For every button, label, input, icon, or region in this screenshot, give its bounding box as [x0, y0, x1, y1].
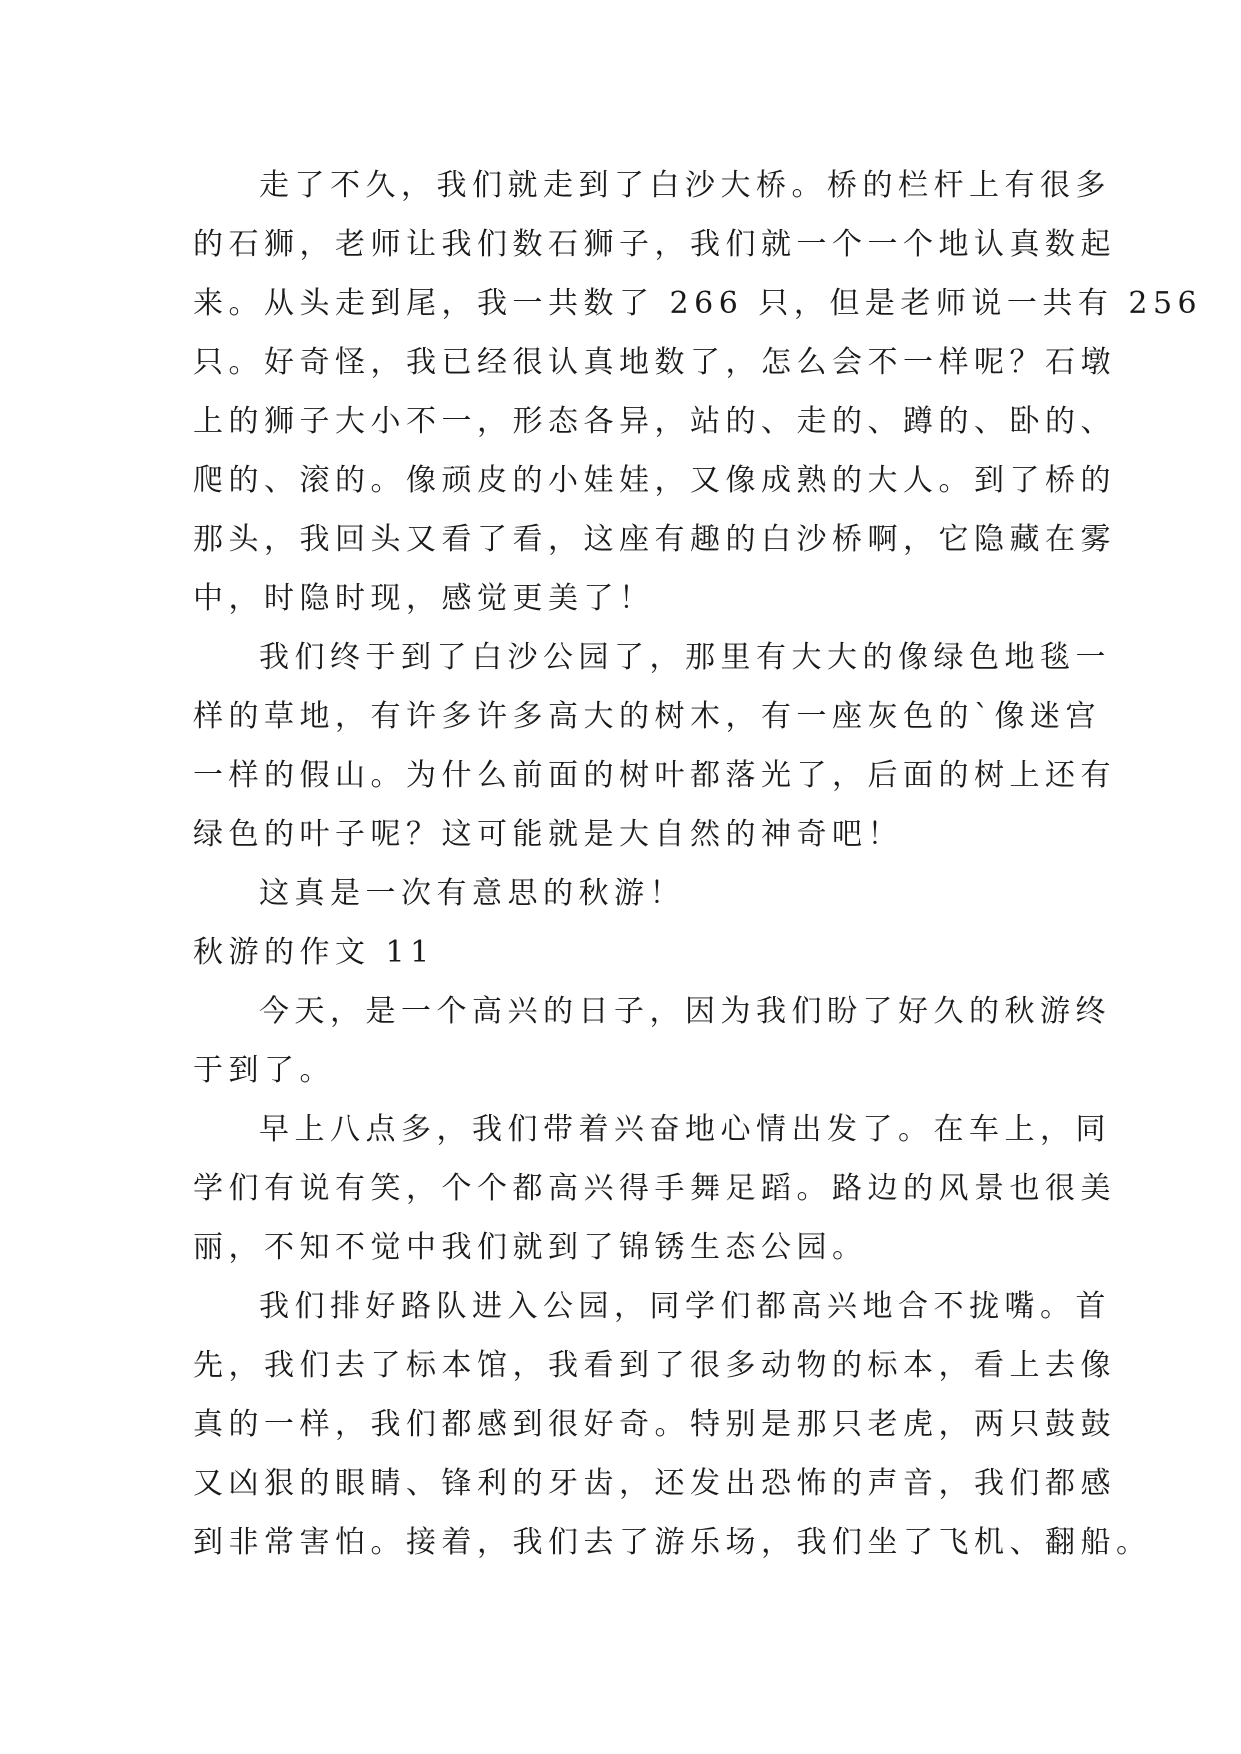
- text-line: 我们终于到了白沙公园了，那里有大大的像绿色地毯一: [259, 640, 1111, 675]
- text-line: 这真是一次有意思的秋游！: [259, 876, 685, 911]
- text-line: 只。好奇怪，我已经很认真地数了，怎么会不一样呢？石墩: [193, 345, 1116, 380]
- section-heading: 秋游的作文 11: [193, 935, 435, 970]
- text-line: 的石狮，老师让我们数石狮子，我们就一个一个地认真数起: [193, 227, 1116, 262]
- text-line: 走了不久，我们就走到了白沙大桥。桥的栏杆上有很多: [259, 168, 1111, 203]
- text-line: 中，时隐时现，感觉更美了！: [193, 581, 655, 616]
- text-line: 上的狮子大小不一，形态各异，站的、走的、蹲的、卧的、: [193, 404, 1116, 439]
- text-line: 那头，我回头又看了看，这座有趣的白沙桥啊，它隐藏在雾: [193, 522, 1116, 557]
- text-line: 丽，不知不觉中我们就到了锦锈生态公园。: [193, 1230, 868, 1265]
- text-line: 今天，是一个高兴的日子，因为我们盼了好久的秋游终: [259, 994, 1111, 1029]
- text-line: 一样的假山。为什么前面的树叶都落光了，后面的树上还有: [193, 758, 1116, 793]
- text-line: 又凶狠的眼睛、锋利的牙齿，还发出恐怖的声音，我们都感: [193, 1466, 1116, 1501]
- text-line: 到非常害怕。接着，我们去了游乐场，我们坐了飞机、翻船。: [193, 1525, 1152, 1560]
- text-line: 爬的、滚的。像顽皮的小娃娃，又像成熟的大人。到了桥的: [193, 463, 1116, 498]
- text-line: 真的一样，我们都感到很好奇。特别是那只老虎，两只鼓鼓: [193, 1407, 1116, 1442]
- text-line: 样的草地，有许多许多高大的树木，有一座灰色的`像迷宫: [193, 699, 1101, 734]
- text-line: 于到了。: [193, 1053, 335, 1088]
- text-line: 来。从头走到尾，我一共数了 266 只，但是老师说一共有 256: [193, 286, 1203, 321]
- text-line: 学们有说有笑，个个都高兴得手舞足蹈。路边的风景也很美: [193, 1171, 1116, 1206]
- text-line: 早上八点多，我们带着兴奋地心情出发了。在车上，同: [259, 1112, 1111, 1147]
- text-line: 绿色的叶子呢？这可能就是大自然的神奇吧！: [193, 817, 903, 852]
- text-line: 我们排好路队进入公园，同学们都高兴地合不拢嘴。首: [259, 1289, 1111, 1324]
- text-line: 先，我们去了标本馆，我看到了很多动物的标本，看上去像: [193, 1348, 1116, 1383]
- document-body: [193, 156, 1203, 1572]
